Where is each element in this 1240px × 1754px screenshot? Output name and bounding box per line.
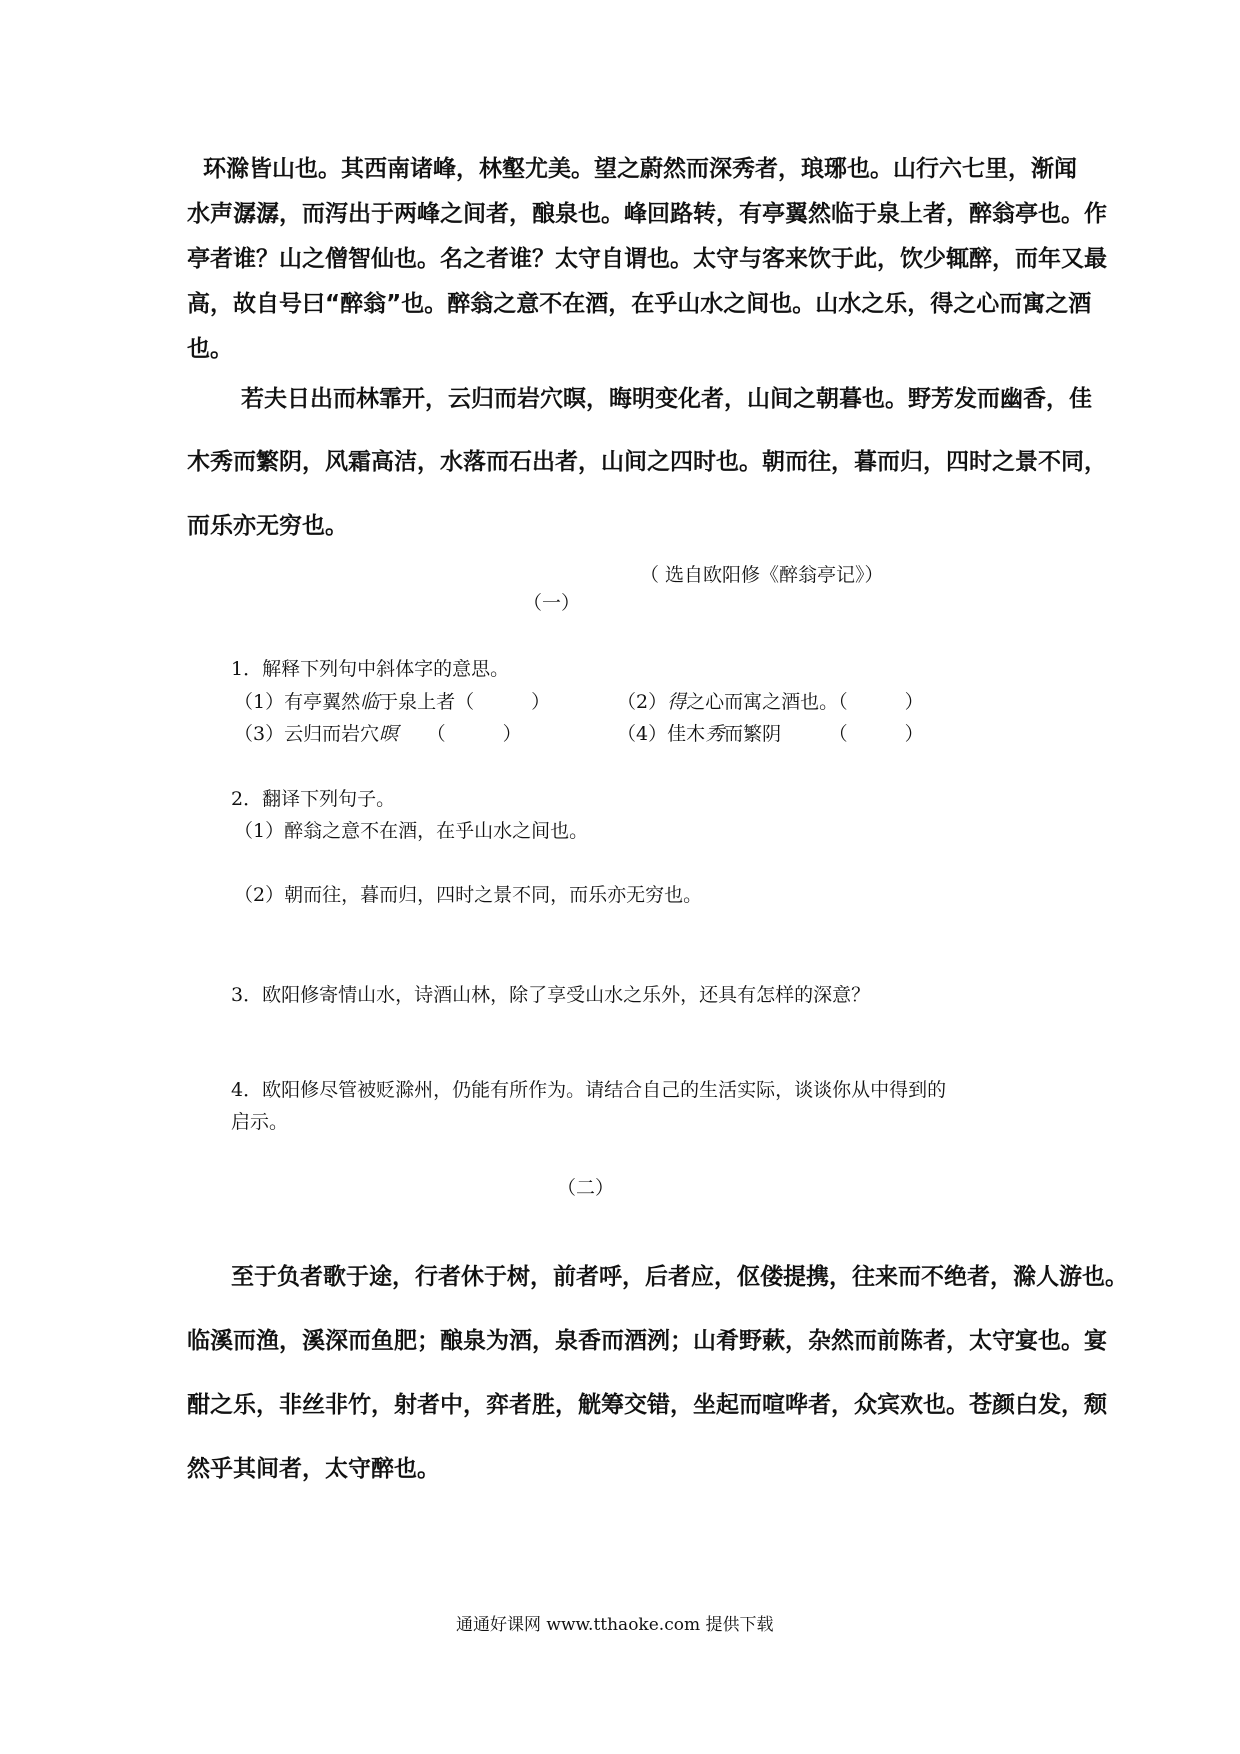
q3-prompt: 3．欧阳修寄情山水，诗酒山林，除了享受山水之乐外，还具有怎样的深意？: [231, 984, 871, 1006]
q4-prompt-line1: 4．欧阳修尽管被贬滁州，仍能有所作为。请结合自己的生活实际，谈谈你从中得到的: [231, 1079, 947, 1101]
source-citation: （ 选自欧阳修《醉翁亭记》）: [640, 564, 884, 586]
para2-line: 而乐亦无穷也。: [187, 513, 348, 539]
q1-item1-emphasis: 临: [360, 691, 380, 713]
q1-item2: [617, 687, 924, 714]
section1-heading: （一）: [523, 592, 581, 614]
q1-item2-emphasis: 得: [667, 691, 687, 713]
page-footer: 通通好课网 www.tthaoke.com 提供下载: [456, 1615, 774, 1635]
section2-line: 酣之乐，非丝非竹，射者中，弈者胜，觥筹交错，坐起而喧哗者，众宾欢也。苍颜白发，颓: [187, 1392, 1107, 1418]
para1-line: 亭者谁？山之僧智仙也。名之者谁？太守自谓也。太守与客来饮于此，饮少辄醉，而年又最: [187, 246, 1107, 272]
q1-item3-blank: （ ）: [398, 723, 522, 745]
q2-item1: （1）醉翁之意不在酒，在乎山水之间也。: [234, 820, 589, 842]
q1-item3-text: （3）云归而岩穴: [234, 723, 380, 745]
q2-prompt: 2．翻译下列句子。: [231, 788, 396, 810]
q1-item1: [234, 687, 550, 714]
section2-line: 然乎其间者，太守醉也。: [187, 1456, 440, 1482]
q1-item4: [617, 719, 924, 746]
q1-prompt: 1．解释下列句中斜体字的意思。: [231, 658, 510, 680]
q1-item4-text: （4）佳木: [617, 723, 706, 745]
para1-line: 水声潺潺，而泻出于两峰之间者，酿泉也。峰回路转，有亭翼然临于泉上者，醉翁亭也。作: [187, 201, 1107, 227]
section2-line: 至于负者歌于途，行者休于树，前者呼，后者应，伛偻提携，往来而不绝者，滁人游也。: [231, 1264, 1128, 1290]
section2-heading: （二）: [557, 1177, 615, 1199]
q1-item1-text: （1）有亭翼然: [234, 691, 361, 713]
q1-item4-blank: 而繁阴 （ ）: [724, 723, 924, 745]
para1-line: 高，故自号曰“醉翁”也。醉翁之意不在酒，在乎山水之间也。山水之乐，得之心而寓之酒: [187, 291, 1092, 317]
q1-item3-emphasis: 暝: [379, 723, 399, 745]
q2-item2: （2）朝而往，暮而归，四时之景不同，而乐亦无穷也。: [234, 884, 703, 906]
q1-item2-blank: 之心而寓之酒也。（ ）: [686, 691, 924, 713]
q1-item2-text: （2）: [617, 691, 668, 713]
section2-line: 临溪而渔，溪深而鱼肥；酿泉为酒，泉香而酒洌；山肴野蔌，杂然而前陈者，太守宴也。宴: [187, 1328, 1107, 1354]
q1-item3: [234, 719, 522, 746]
para1-line: 环滁皆山也。其西南诸峰，林壑尤美。望之蔚然而深秀者，琅琊也。山行六七里，渐闻: [203, 156, 1077, 182]
para2-line: 若夫日出而林霏开，云归而岩穴暝，晦明变化者，山间之朝暮也。野芳发而幽香，佳: [241, 386, 1092, 412]
q1-item1-blank: 于泉上者（ ）: [379, 691, 551, 713]
para1-line: 也。: [187, 336, 233, 362]
para2-line: 木秀而繁阴，风霜高洁，水落而石出者，山间之四时也。朝而往，暮而归，四时之景不同，: [187, 449, 1107, 475]
q4-prompt-line2: 启示。: [231, 1111, 289, 1133]
q1-item4-emphasis: 秀: [705, 723, 725, 745]
